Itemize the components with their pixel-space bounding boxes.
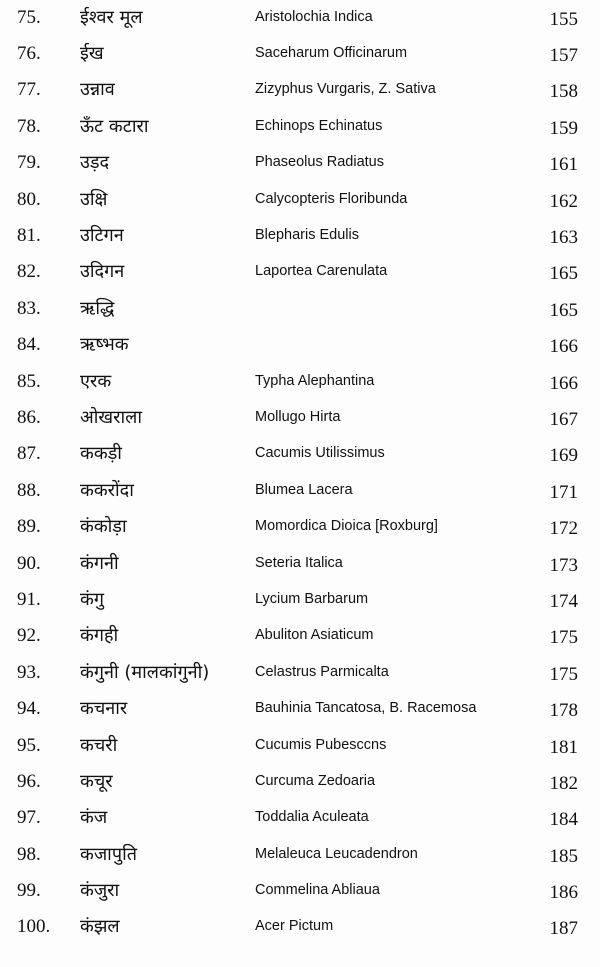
hindi-name: ओखराला: [80, 407, 143, 428]
hindi-name: कचूर: [80, 771, 113, 792]
page-number: 178: [549, 700, 578, 721]
hindi-name: उड़द: [80, 152, 110, 173]
index-row: [0, 909, 600, 945]
index-row: [0, 36, 600, 72]
page-number: 155: [549, 9, 578, 30]
entry-number: 95.: [17, 735, 41, 756]
entry-number: 84.: [17, 334, 41, 355]
entry-number: 83.: [17, 298, 41, 319]
index-row: [0, 691, 600, 727]
index-row: [0, 400, 600, 436]
entry-number: 86.: [17, 407, 41, 428]
page-number: 162: [549, 191, 578, 212]
index-row: [0, 582, 600, 618]
botanical-name: Melaleuca Leucadendron: [255, 846, 418, 862]
entry-number: 87.: [17, 443, 41, 464]
index-row: [0, 254, 600, 290]
entry-number: 98.: [17, 844, 41, 865]
page-number: 157: [549, 45, 578, 66]
index-row: [0, 728, 600, 764]
index-row: [0, 182, 600, 218]
page-number: 167: [549, 409, 578, 430]
botanical-name: Aristolochia Indica: [255, 9, 373, 25]
hindi-name: कंगु: [80, 589, 104, 610]
page-number: 165: [549, 263, 578, 284]
entry-number: 79.: [17, 152, 41, 173]
hindi-name: कंज: [80, 807, 108, 828]
entry-number: 92.: [17, 625, 41, 646]
hindi-name: उदिगन: [80, 261, 125, 282]
entry-number: 76.: [17, 43, 41, 64]
botanical-name: Seteria Italica: [255, 555, 343, 571]
entry-number: 93.: [17, 662, 41, 683]
hindi-name: ऋष्भक: [80, 334, 129, 355]
hindi-name: ईश्वर मूल: [80, 7, 143, 28]
page-number: 159: [549, 118, 578, 139]
page-number: 166: [549, 336, 578, 357]
hindi-name: कंजुरा: [80, 880, 120, 901]
botanical-name: Commelina Abliaua: [255, 882, 380, 898]
index-row: [0, 655, 600, 691]
entry-number: 100.: [17, 916, 51, 937]
page-number: 163: [549, 227, 578, 248]
page-number: 182: [549, 773, 578, 794]
hindi-name: कंकोड़ा: [80, 516, 127, 537]
botanical-name: Mollugo Hirta: [255, 409, 341, 425]
entry-number: 89.: [17, 516, 41, 537]
index-row: [0, 145, 600, 181]
botanical-name: Acer Pictum: [255, 918, 334, 934]
botanical-name: Zizyphus Vurgaris, Z. Sativa: [255, 81, 436, 97]
index-row: [0, 618, 600, 654]
hindi-name: कचनार: [80, 698, 128, 719]
index-row: [0, 800, 600, 836]
page-number: 175: [549, 627, 578, 648]
botanical-name: Abuliton Asiaticum: [255, 627, 374, 643]
hindi-name: ईख: [80, 43, 104, 64]
index-row: [0, 327, 600, 363]
index-row: [0, 546, 600, 582]
hindi-name: एरक: [80, 371, 112, 392]
entry-number: 99.: [17, 880, 41, 901]
botanical-name: Laportea Carenulata: [255, 263, 388, 279]
entry-number: 88.: [17, 480, 41, 501]
index-row: [0, 436, 600, 472]
page-number: 161: [549, 154, 578, 175]
entry-number: 85.: [17, 371, 41, 392]
page-number: 171: [549, 482, 578, 503]
botanical-name: Lycium Barbarum: [255, 591, 369, 607]
botanical-name: Blepharis Edulis: [255, 227, 359, 243]
index-row: [0, 837, 600, 873]
page-number: 165: [549, 300, 578, 321]
page-number: 172: [549, 518, 578, 539]
botanical-name: Cacumis Utilissimus: [255, 445, 385, 461]
botanical-name: Curcuma Zedoaria: [255, 773, 376, 789]
botanical-name: Typha Alephantina: [255, 373, 375, 389]
index-row: [0, 72, 600, 108]
hindi-name: उन्नाव: [80, 79, 115, 100]
botanical-name: Echinops Echinatus: [255, 118, 383, 134]
hindi-name: कंगुनी (मालकांगुनी): [80, 662, 210, 683]
hindi-name: कंझल: [80, 916, 120, 937]
hindi-name: कचरी: [80, 735, 118, 756]
botanical-name: Momordica Dioica [Roxburg]: [255, 518, 438, 534]
hindi-name: कंगही: [80, 625, 119, 646]
page-number: 175: [549, 664, 578, 685]
hindi-name: उक्षि: [80, 189, 108, 210]
page-number: 181: [549, 737, 578, 758]
entry-number: 81.: [17, 225, 41, 246]
entry-number: 90.: [17, 553, 41, 574]
page-number: 169: [549, 445, 578, 466]
index-row: [0, 291, 600, 327]
hindi-name: कंगनी: [80, 553, 119, 574]
entry-number: 94.: [17, 698, 41, 719]
index-row: [0, 509, 600, 545]
page-number: 187: [549, 918, 578, 939]
entry-number: 80.: [17, 189, 41, 210]
entry-number: 77.: [17, 79, 41, 100]
page-number: 173: [549, 555, 578, 576]
botanical-name: Cucumis Pubesccns: [255, 737, 387, 753]
page-number: 158: [549, 81, 578, 102]
index-row: [0, 873, 600, 909]
page-number: 185: [549, 846, 578, 867]
hindi-name: कजापुति: [80, 844, 137, 865]
index-row: [0, 109, 600, 145]
index-row: [0, 0, 600, 36]
botanical-name: Calycopteris Floribunda: [255, 191, 408, 207]
hindi-name: ऊँट कटारा: [80, 116, 149, 137]
botanical-name: Phaseolus Radiatus: [255, 154, 384, 170]
botanical-name: Blumea Lacera: [255, 482, 353, 498]
hindi-name: ककड़ी: [80, 443, 122, 464]
entry-number: 75.: [17, 7, 41, 28]
index-row: [0, 218, 600, 254]
entry-number: 78.: [17, 116, 41, 137]
botanical-name: Bauhinia Tancatosa, B. Racemosa: [255, 700, 477, 716]
index-row: [0, 473, 600, 509]
hindi-name: उटिगन: [80, 225, 124, 246]
botanical-name: Toddalia Aculeata: [255, 809, 369, 825]
hindi-name: ककरोंदा: [80, 480, 134, 501]
page-number: 166: [549, 373, 578, 394]
entry-number: 91.: [17, 589, 41, 610]
entry-number: 96.: [17, 771, 41, 792]
botanical-name: Celastrus Parmicalta: [255, 664, 389, 680]
hindi-name: ऋद्धि: [80, 298, 115, 319]
botanical-name: Saceharum Officinarum: [255, 45, 408, 61]
index-row: [0, 764, 600, 800]
entry-number: 82.: [17, 261, 41, 282]
entry-number: 97.: [17, 807, 41, 828]
page-number: 184: [549, 809, 578, 830]
page-number: 174: [549, 591, 578, 612]
index-row: [0, 364, 600, 400]
page-number: 186: [549, 882, 578, 903]
